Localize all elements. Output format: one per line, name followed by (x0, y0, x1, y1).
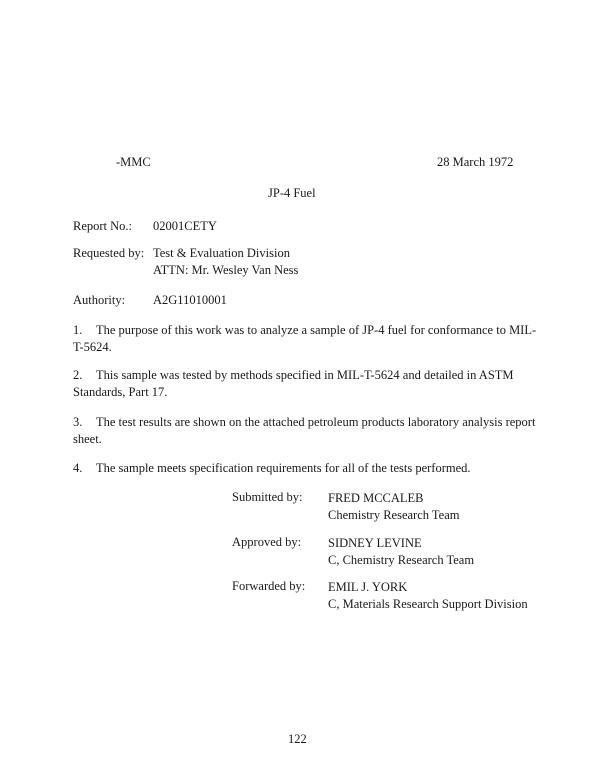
approved-by-block (328, 535, 474, 569)
requested-by-label: Requested by: (73, 246, 145, 260)
document-title: JP-4 Fuel (268, 186, 316, 200)
signer-name: FRED MCCALEB (328, 491, 424, 505)
attention-line: ATTN: Mr. Wesley Van Ness (153, 263, 299, 277)
signer-title: C, Chemistry Research Team (328, 553, 475, 567)
document-date: 28 March 1972 (437, 155, 514, 169)
paragraph-text: The purpose of this work was to analyze a sample of JP-4 fuel for conformance to MIL-T-5624. (73, 323, 537, 354)
office-symbol: -MMC (116, 155, 151, 169)
paragraph-text: This sample was tested by methods specified in MIL-T-5624 and detailed in ASTM Standards, Part 17. (73, 368, 514, 399)
signer-name: SIDNEY LEVINE (328, 536, 422, 550)
paragraph-number: 3. (73, 415, 83, 429)
approved-by-label: Approved by: (232, 535, 302, 549)
paragraph (73, 460, 541, 477)
report-number-value: 02001CETY (153, 219, 217, 233)
report-number-label: Report No.: (73, 219, 133, 233)
paragraph-text: The test results are shown on the attached petroleum products laboratory analysis report sheet. (73, 415, 536, 446)
signer-title: C, Materials Research Support Division (328, 597, 528, 611)
signer-title: Chemistry Research Team (328, 508, 460, 522)
paragraph (73, 414, 541, 448)
authority-value: A2G11010001 (153, 293, 227, 307)
forwarded-by-block (328, 579, 528, 613)
signer-name: EMIL J. YORK (328, 580, 408, 594)
paragraph-text: The sample meets specification requirements for all of the tests performed. (96, 461, 471, 475)
authority-line (73, 293, 227, 308)
requested-by-value: Test & Evaluation Division (153, 246, 290, 260)
paragraph-number: 4. (73, 461, 83, 475)
paragraph-number: 2. (73, 368, 83, 382)
forwarded-by-label: Forwarded by: (232, 579, 306, 593)
authority-label: Authority: (73, 293, 126, 307)
submitted-by-label: Submitted by: (232, 490, 303, 504)
submitted-by-block (328, 490, 460, 524)
paragraph (73, 367, 541, 401)
paragraph (73, 322, 541, 356)
report-number-line (73, 219, 217, 234)
page-number: 122 (288, 732, 307, 746)
paragraph-number: 1. (73, 323, 83, 337)
requested-by-block (73, 245, 298, 279)
